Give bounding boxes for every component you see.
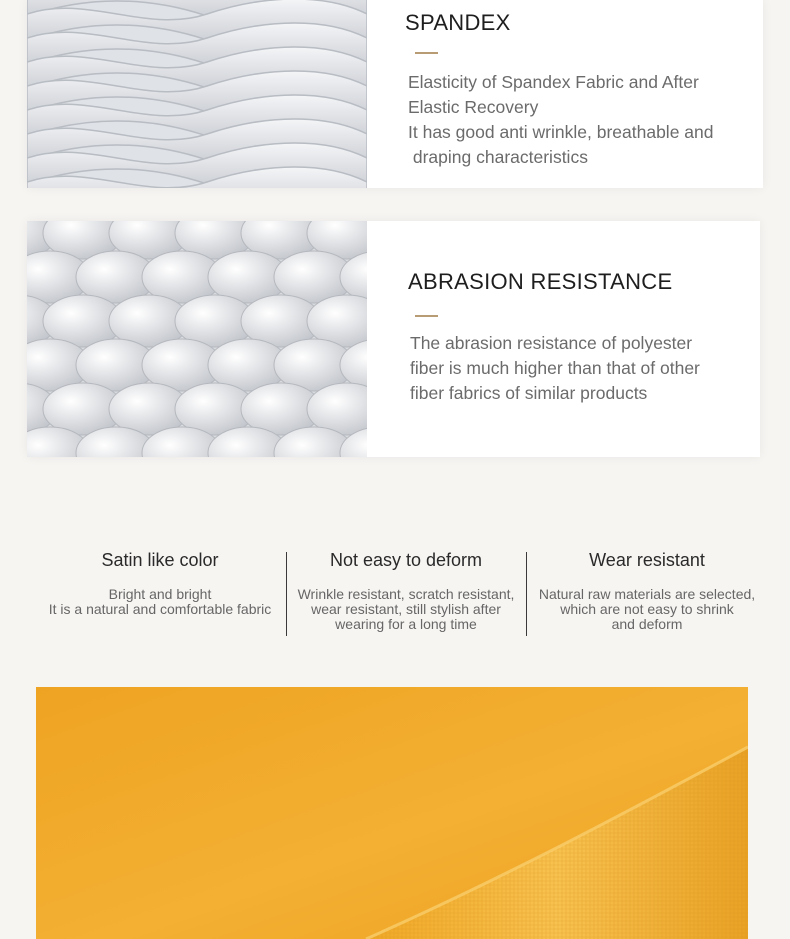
feature-text: and deform <box>611 616 683 632</box>
feature-text: Natural raw materials are selected, <box>538 586 756 602</box>
abrasion-title: ABRASION RESISTANCE <box>408 269 673 294</box>
spandex-card <box>27 0 763 188</box>
feature-text: Bright and bright <box>108 586 212 602</box>
abrasion-desc-line: fiber fabrics of similar products <box>410 383 648 403</box>
feature-row <box>27 480 767 675</box>
spandex-desc-line: draping characteristics <box>408 147 588 167</box>
spandex-desc-line: Elastic Recovery <box>408 97 539 117</box>
feature-title: Wear resistant <box>589 550 705 570</box>
abrasion-accent-line <box>415 315 438 317</box>
feature-satin-like-color <box>27 550 293 617</box>
feature-text: wearing for a long time <box>335 616 477 632</box>
feature-wear-resistant <box>529 550 765 632</box>
feature-not-easy-to-deform <box>285 550 527 632</box>
abrasion-description <box>410 331 755 406</box>
feature-divider <box>526 552 527 636</box>
feature-text: which are not easy to shrink <box>560 601 734 617</box>
spandex-title: SPANDEX <box>405 10 511 35</box>
abrasion-fabric-image <box>27 221 367 457</box>
abrasion-card <box>27 221 760 457</box>
feature-text: wear resistant, still stylish after <box>311 601 501 617</box>
spandex-fabric-image <box>27 0 367 188</box>
spandex-description <box>408 70 758 170</box>
feature-text: Wrinkle resistant, scratch resistant, <box>297 586 515 602</box>
feature-text: It is a natural and comfortable fabric <box>48 601 272 617</box>
yellow-fabric-photo <box>36 687 748 939</box>
feature-title: Satin like color <box>101 550 219 570</box>
spandex-desc-line: It has good anti wrinkle, breathable and <box>408 122 714 142</box>
spandex-desc-line: Elasticity of Spandex Fabric and After <box>408 72 699 92</box>
feature-title: Not easy to deform <box>329 550 483 570</box>
abrasion-desc-line: The abrasion resistance of polyester <box>410 333 693 353</box>
abrasion-desc-line: fiber is much higher than that of other <box>410 358 700 378</box>
spandex-accent-line <box>415 52 438 54</box>
